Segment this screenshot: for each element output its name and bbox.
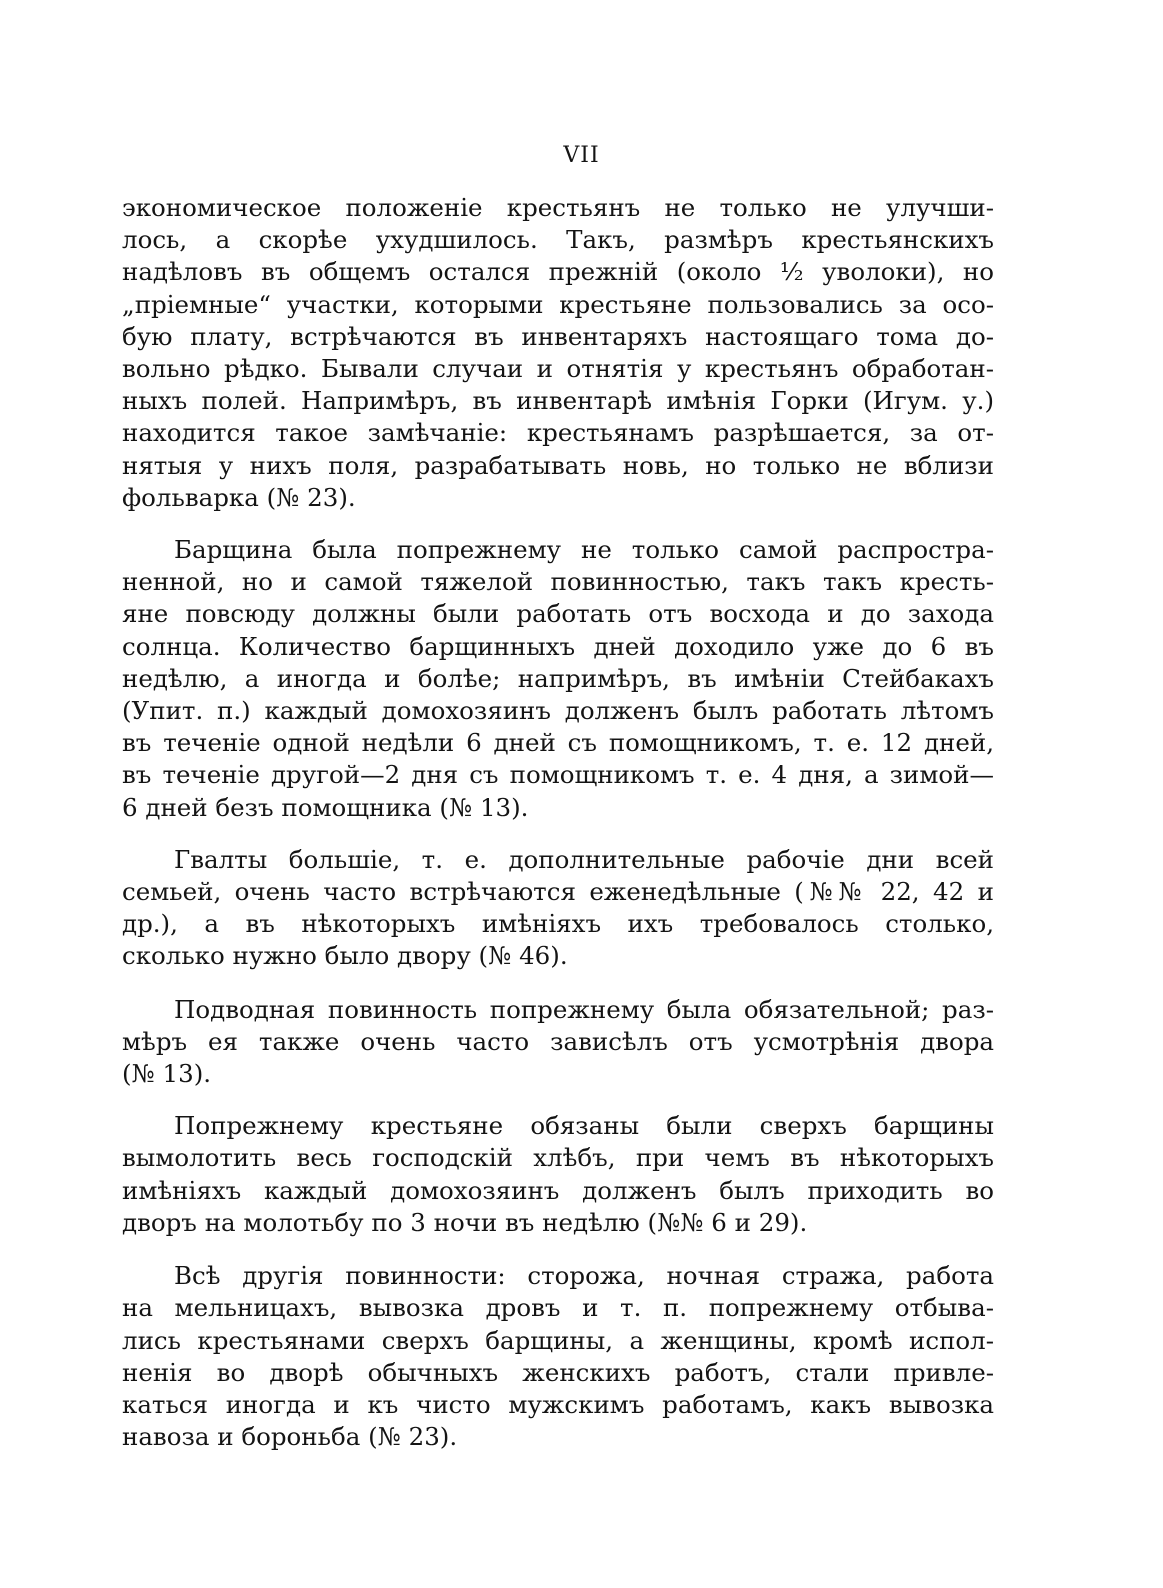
text-line: Попрежнему крестьяне обязаны были сверхъ барщины xyxy=(174,1111,994,1141)
text-line: 6 дней безъ помощника (№ 13). xyxy=(122,792,529,822)
text-line: въ теченiе другой—2 дня съ помощникомъ т. е. 4 дня, а зимой— xyxy=(122,760,994,790)
text-line: „прiемные“ участки, которыми крестьяне пользовались за осо- xyxy=(122,289,994,319)
paragraph xyxy=(122,844,994,973)
text-line: лось, а скорѣе ухудшилось. Такъ, размѣръ крестьянскихъ xyxy=(122,225,994,255)
text-line: (№ 13). xyxy=(122,1059,212,1089)
text-line: лись крестьянами сверхъ барщины, а женщины, кромѣ испол- xyxy=(122,1325,994,1355)
paragraph xyxy=(122,534,994,824)
text-line: солнца. Количество барщинныхъ дней доходило уже до 6 въ xyxy=(122,631,994,661)
text-line: находится такое замѣчанiе: крестьянамъ разрѣшается, за от- xyxy=(122,418,994,448)
text-line: бую плату, встрѣчаются въ инвентаряхъ настоящаго тома до- xyxy=(122,321,994,351)
text-line: каться иногда и къ чисто мужскимъ работамъ, какъ вывозка xyxy=(122,1389,994,1419)
text-line: вольно рѣдко. Бывали случаи и отнятiя у крестьянъ обработан- xyxy=(122,354,994,384)
paragraph xyxy=(122,192,994,514)
text-line: нятыя у нихъ поля, разрабатывать новь, но только не вблизи xyxy=(122,450,994,480)
paragraph xyxy=(122,994,994,1091)
paragraph xyxy=(122,1110,994,1239)
text-line: имѣнiяхъ каждый домохозяинъ долженъ былъ приходить во xyxy=(122,1175,994,1205)
text-line: дворъ на молотьбу по 3 ночи въ недѣлю (№№ 6 и 29). xyxy=(122,1207,808,1237)
text-line: Гвалты большiе, т. е. дополнительные рабочiе дни всей xyxy=(174,844,994,874)
text-line: сколько нужно было двору (№ 46). xyxy=(122,941,568,971)
paragraph xyxy=(122,1260,994,1453)
text-line: Подводная повинность попрежнему была обязательной; раз- xyxy=(174,994,994,1024)
text-line: ненной, но и самой тяжелой повинностью, такъ такъ кресть- xyxy=(122,567,994,597)
text-line: Барщина была попрежнему не только самой распростра- xyxy=(174,535,994,565)
text-line: недѣлю, а иногда и болѣе; напримѣръ, въ имѣнiи Стейбакахъ xyxy=(122,663,994,693)
text-line: ныхъ полей. Напримѣръ, въ инвентарѣ имѣнiя Горки (Игум. у.) xyxy=(122,386,994,416)
text-line: надѣловъ въ общемъ остался прежнiй (около ½ уволоки), но xyxy=(122,257,994,287)
page-number: VII xyxy=(563,143,600,168)
text-line: вымолотить весь господскiй хлѣбъ, при чемъ въ нѣкоторыхъ xyxy=(122,1143,994,1173)
text-line: въ теченiе одной недѣли 6 дней съ помощникомъ, т. е. 12 дней, xyxy=(122,728,994,758)
text-line: фольварка (№ 23). xyxy=(122,482,356,512)
text-line: Всѣ другiя повинности: сторожа, ночная стража, работа xyxy=(174,1261,994,1291)
text-line: семьей, очень часто встрѣчаются еженедѣльные (№№ 22, 42 и xyxy=(122,877,994,907)
text-line: экономическое положенiе крестьянъ не только не улучши- xyxy=(122,193,994,222)
text-line: на мельницахъ, вывозка дровъ и т. п. попрежнему отбыва- xyxy=(122,1293,994,1323)
text-line: др.), а въ нѣкоторыхъ имѣнiяхъ ихъ требовалось столько, xyxy=(122,909,994,939)
text-line: навоза и бороньба (№ 23). xyxy=(122,1422,458,1452)
text-line: яне повсюду должны были работать отъ восхода и до захода xyxy=(122,599,994,629)
text-line: ненiя во дворѣ обычныхъ женскихъ работъ, стали привле- xyxy=(122,1357,994,1387)
text-line: мѣръ ея также очень часто зависѣлъ отъ усмотрѣнiя двора xyxy=(122,1026,994,1056)
body-text xyxy=(122,192,994,1453)
text-line: (Упит. п.) каждый домохозяинъ долженъ былъ работать лѣтомъ xyxy=(122,696,994,726)
